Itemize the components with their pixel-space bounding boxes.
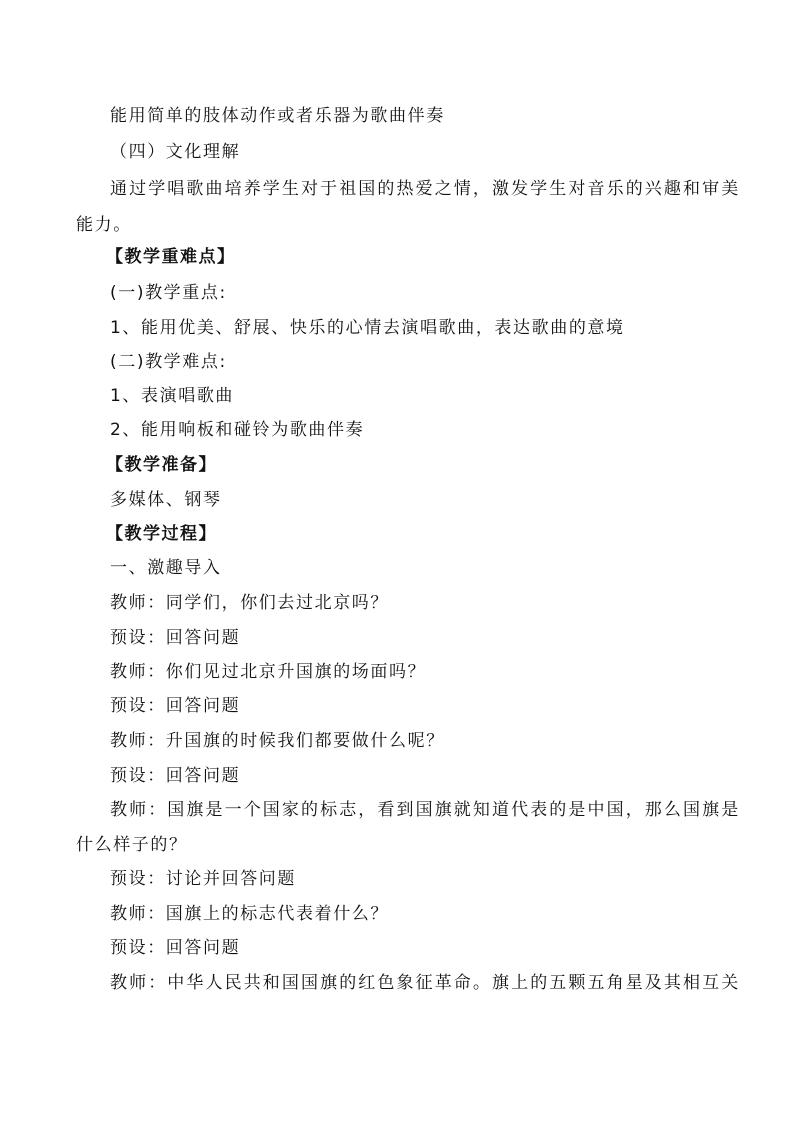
dialogue-line: 预设：回答问题 xyxy=(110,938,241,958)
dialogue-line: 预设：回答问题 xyxy=(110,766,241,786)
dialogue-line: 预设：讨论并回答问题 xyxy=(110,869,296,889)
dialogue-line: 教师：你们见过北京升国旗的场面吗？ xyxy=(110,662,427,682)
subheading: (一)教学重点: xyxy=(110,283,227,303)
section-heading-bold: 【教学重难点】 xyxy=(106,247,236,267)
paragraph-line: 能力。 xyxy=(76,215,132,235)
list-item: 2、能用响板和碰铃为歌曲伴奏 xyxy=(110,420,365,440)
paragraph-line: 通过学唱歌曲培养学生对于祖国的热爱之情，激发学生对音乐的兴趣和审美 xyxy=(110,179,741,199)
list-item: 1、能用优美、舒展、快乐的心情去演唱歌曲，表达歌曲的意境 xyxy=(110,318,625,338)
section-heading-bold: 【教学准备】 xyxy=(106,455,217,475)
dialogue-line: 预设：回答问题 xyxy=(110,696,241,716)
dialogue-line: 教师：升国旗的时候我们都要做什么呢？ xyxy=(110,731,445,751)
dialogue-line: 教师：同学们，你们去过北京吗？ xyxy=(110,593,389,613)
list-item: 1、表演唱歌曲 xyxy=(110,386,235,406)
dialogue-line: 教师：中华人民共和国国旗的红色象征革命。旗上的五颗五角星及其相互关 xyxy=(110,973,741,993)
dialogue-line: 什么样子的？ xyxy=(76,835,188,855)
dialogue-line: 教师：国旗是一个国家的标志，看到国旗就知道代表的是中国，那么国旗是 xyxy=(110,800,741,820)
text-line: 能用简单的肢体动作或者乐器为歌曲伴奏 xyxy=(110,106,445,126)
section-heading-bold: 【教学过程】 xyxy=(106,524,217,544)
dialogue-line: 教师：国旗上的标志代表着什么？ xyxy=(110,904,389,924)
section-heading: （四）文化理解 xyxy=(110,142,241,162)
subheading: (二)教学难点: xyxy=(110,352,227,372)
text-line: 多媒体、钢琴 xyxy=(110,490,222,510)
dialogue-line: 预设：回答问题 xyxy=(110,628,241,648)
subheading: 一、激趣导入 xyxy=(110,558,222,578)
